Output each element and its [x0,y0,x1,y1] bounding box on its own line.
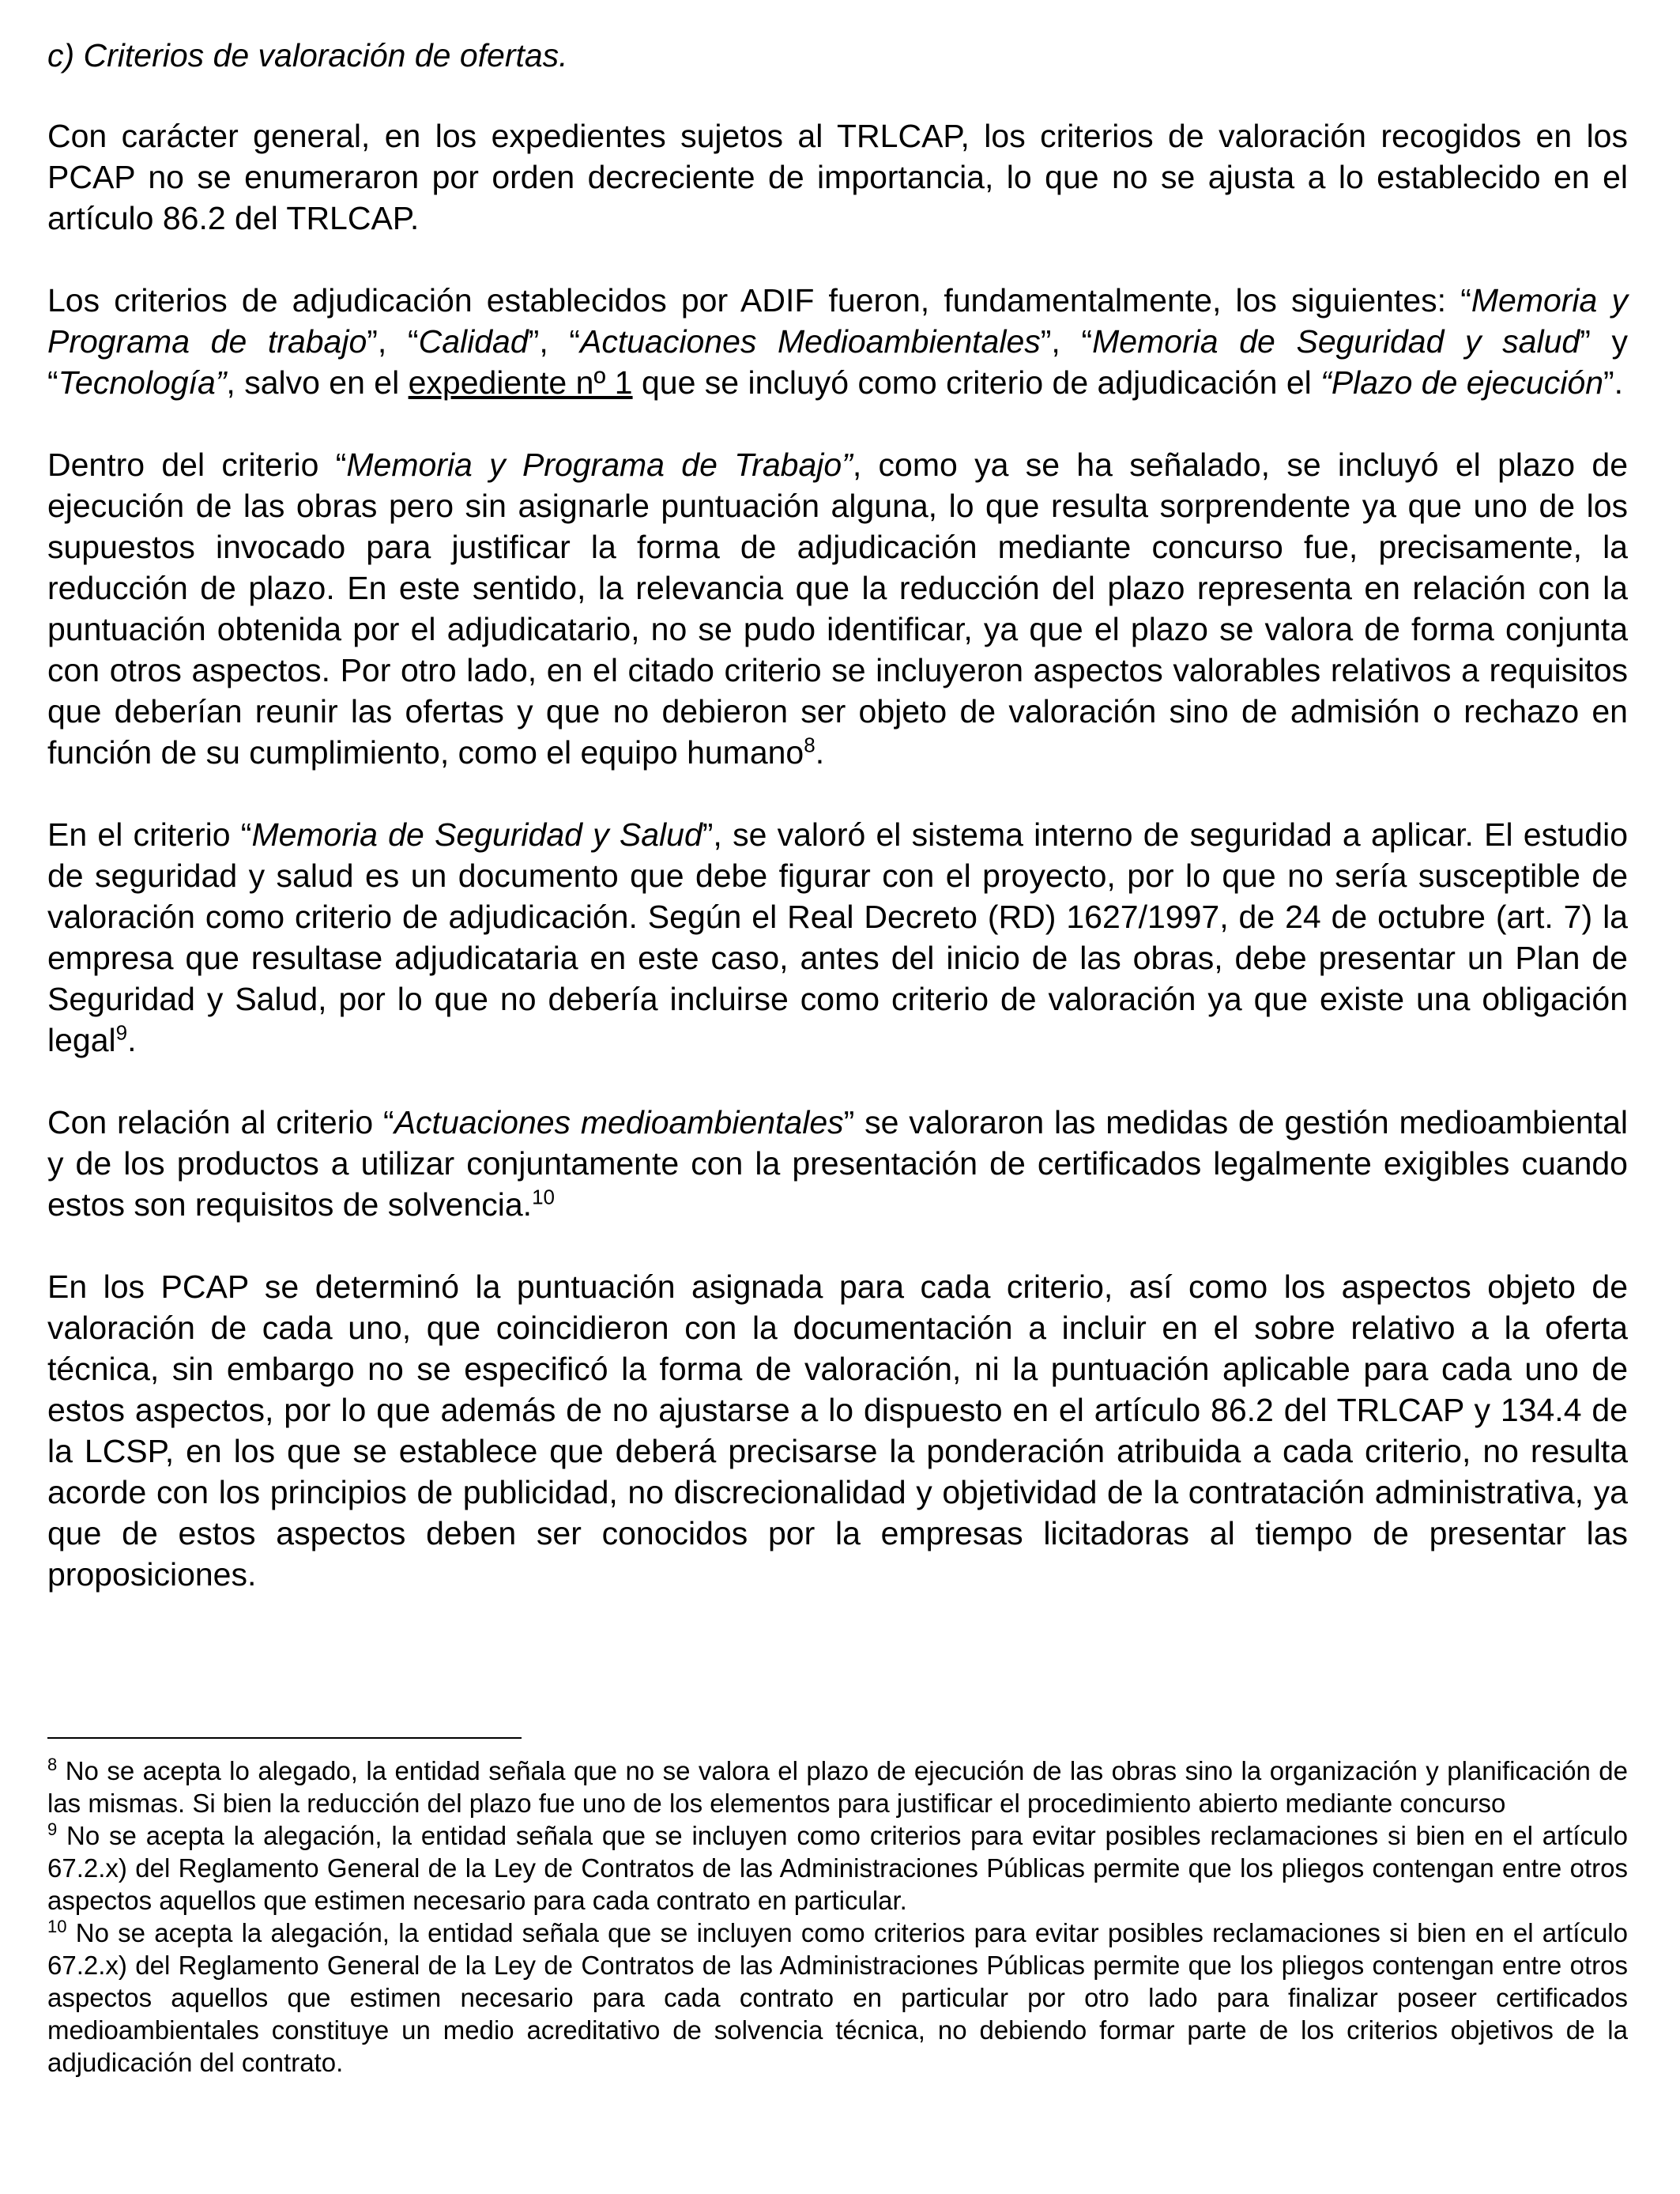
criterion-name: Actuaciones Medioambientales [580,323,1041,360]
text-segment: ” y “ [47,323,1628,401]
text-segment: . [815,734,825,771]
footnote-text: No se acepta lo alegado, la entidad señala que no se valora el plazo de ejecución de las obras sino la organización y planificación de las mismas. Si bien la reducción del plazo fue uno de los elementos para justificar el procedimiento abierto mediante concurso [47,1756,1628,1818]
paragraph-seguridad-salud [47,814,1628,1061]
text-segment: ”, “ [1040,323,1093,360]
footnote-number: 9 [47,1819,58,1839]
paragraph-memoria-programa [47,444,1628,773]
footnote [47,1917,1628,2079]
text-segment: , como ya se ha señalado, se incluyó el plazo de ejecución de las obras pero sin asignarle puntuación alguna, lo que resulta sorprendente ya que uno de los supuestos invocado para justificar la forma de adjudicación mediante concurso fue, precisamente, la reducción de plazo. En este sentido, la relevancia que la reducción del plazo representa en relación con la puntuación obtenida por el adjudicatario, no se pudo identificar, ya que el plazo se valora de forma conjunta con otros aspectos. Por otro lado, en el citado criterio se incluyeron aspectos valorables relativos a requisitos que deberían reunir las ofertas y que no debieron ser objeto de valoración sino de admisión o rechazo en función de su cumplimiento, como el equipo humano [47,447,1629,771]
footnote-ref: 10 [532,1185,555,1209]
document-body [47,35,1628,1636]
footnotes [47,1755,1628,2079]
criterion-name: Memoria y Programa de trabajo [47,282,1628,360]
criterion-name: Memoria y Programa de Trabajo” [346,447,853,483]
paragraph-adif-criteria [47,280,1628,403]
footnote-number: 8 [47,1755,58,1774]
text-segment: . [127,1022,137,1058]
paragraph-puntuacion-pcap: En los PCAP se determinó la puntuación asignada para cada criterio, así como los aspectos objeto de valoración de cada uno, que coincidieron con la documentación a incluir en el sobre relativo a la oferta técnica, sin embargo no se especificó la forma de valoración, ni la puntuación aplicable para cada uno de estos aspectos, por lo que además de no ajustarse a lo dispuesto en el artículo 86.2 del TRLCAP y 134.4 de la LCSP, en los que se establece que deberá precisarse la ponderación atribuida a cada criterio, no resulta acorde con los principios de publicidad, no discrecionalidad y objetividad de la contratación administrativa, ya que de estos aspectos deben ser conocidos por la empresas licitadoras al tiempo de presentar las proposiciones. [47,1269,1628,1593]
expediente-reference: expediente nº 1 [408,364,633,401]
text-segment: En el criterio “ [47,816,252,853]
criterion-name: “Plazo de ejecución [1320,364,1604,401]
criterion-name: Memoria de Seguridad y salud [1092,323,1580,360]
footnote-ref: 8 [804,733,816,757]
criterion-name: Tecnología” [58,364,227,401]
text-segment: ”, se valoró el sistema interno de seguridad a aplicar. El estudio de seguridad y salud es un documento que debe figurar con el proyecto, por lo que no sería susceptible de valoración como criterio de adjudicación. Según el Real Decreto (RD) 1627/1997, de 24 de octubre (art. 7) la empresa que resultase adjudicataria en este caso, antes del inicio de las obras, debe presentar un Plan de Seguridad y Salud, por lo que no debería incluirse como criterio de valoración ya que existe una obligación legal [47,816,1628,1058]
text-segment: ”, “ [367,323,419,360]
paragraph-general-criteria: Con carácter general, en los expedientes sujetos al TRLCAP, los criterios de valoración recogidos en los PCAP no se enumeraron por orden decreciente de importancia, lo que no se ajusta a lo establecido en el artículo 86.2 del TRLCAP. [47,118,1628,236]
footnote-number: 10 [47,1917,67,1936]
text-segment: Con relación al criterio “ [47,1104,394,1140]
footnote-text: No se acepta la alegación, la entidad señala que se incluyen como criterios para evitar posibles reclamaciones si bien en el artículo 67.2.x) del Reglamento General de la Ley de Contratos de las Administraciones Públicas permite que los pliegos contengan entre otros aspectos aquellos que estimen necesario para cada contrato en particular. [47,1821,1628,1915]
paragraph-medioambientales [47,1102,1628,1225]
footnote-text: No se acepta la alegación, la entidad señala que se incluyen como criterios para evitar posibles reclamaciones si bien en el artículo 67.2.x) del Reglamento General de la Ley de Contratos de las Administraciones Públicas permite que los pliegos contengan entre otros aspectos aquellos que estimen necesario para cada contrato en particular por otro lado para finalizar poseer certificados medioambientales constituye un medio acreditativo de solvencia técnica, no debiendo formar parte de los criterios objetivos de la adjudicación del contrato. [47,1918,1628,2077]
criterion-name: Actuaciones medioambientales [394,1104,844,1140]
criterion-name: Calidad [418,323,529,360]
footnote [47,1819,1628,1917]
footnote [47,1755,1628,1819]
text-segment: ”, “ [528,323,581,360]
criterion-name: Memoria de Seguridad y Salud [251,816,703,853]
text-segment: ”. [1603,364,1624,401]
text-segment: que se incluyó como criterio de adjudicación el [632,364,1321,401]
text-segment: ” se valoraron las medidas de gestión medioambiental y de los productos a utilizar conjuntamente con la presentación de certificados legalmente exigibles cuando estos son requisitos de solvencia. [47,1104,1628,1223]
text-segment: Dentro del criterio “ [47,447,347,483]
footnote-ref: 9 [115,1020,128,1045]
text-segment: , salvo en el [226,364,409,401]
footnote-separator [47,1737,522,1739]
section-heading: c) Criterios de valoración de ofertas. [47,37,568,74]
text-segment: Los criterios de adjudicación establecidos por ADIF fueron, fundamentalmente, los siguientes: “ [47,282,1471,319]
